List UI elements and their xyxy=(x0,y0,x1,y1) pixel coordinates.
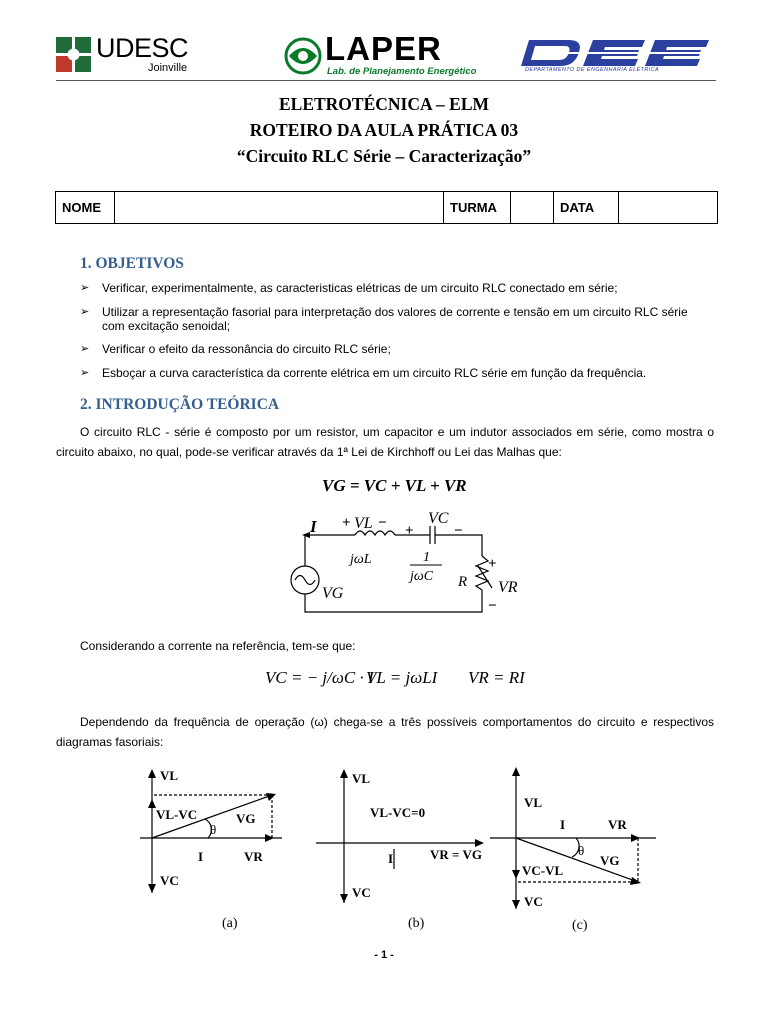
objetivo-item: ➢ Verificar o efeito da ressonância do circuito RLC série; xyxy=(80,342,391,356)
introducao-heading: 2. INTRODUÇÃO TEÓRICA xyxy=(80,396,280,413)
udesc-name: UDESC xyxy=(96,33,189,63)
diagram-a-vlvc: VL-VC xyxy=(156,807,198,822)
phasor-diagram-c xyxy=(490,763,660,935)
circuit-vc-label: VC xyxy=(428,510,449,527)
udesc-campus: Joinville xyxy=(148,62,188,74)
circuit-vl-minus: − xyxy=(378,515,387,531)
circuit-vl-label: VL xyxy=(354,515,373,532)
vl-formula: VL = jωLI xyxy=(366,668,438,687)
vr-formula: VR = RI xyxy=(468,668,525,687)
circuit-current-label: I xyxy=(310,517,317,536)
diagram-c-vr: VR xyxy=(608,817,627,832)
objetivo-item: ➢ Esboçar a curva característica da corrente elétrica em um circuito RLC série em função da frequência. xyxy=(80,366,647,380)
lab-subtitle: “Circuito RLC Série – Caracterização” xyxy=(236,146,532,166)
diagram-c-i: I xyxy=(560,817,566,832)
diagram-c-caption: (c) xyxy=(572,918,588,933)
laper-subtitle: Lab. de Planejamento Energético xyxy=(327,66,477,77)
considerando-paragraph: Considerando a corrente na referência, tem-se que: xyxy=(80,639,356,653)
circuit-vc-minus: − xyxy=(454,523,463,539)
diagram-c-vc: VC xyxy=(524,894,543,909)
arrow-bullet-icon: ➢ xyxy=(80,367,90,379)
lab-title: ROTEIRO DA AULA PRÁTICA 03 xyxy=(249,120,519,140)
intro-paragraph: O circuito RLC - série é composto por um resistor, um capacitor e um indutor associados em série, como mostra o circuito abaixo, no qual, pode-se verificar através da 1ª Lei de Kirchhoff ou Lei das Malhas que: xyxy=(56,425,714,459)
nome-label: NOME xyxy=(56,192,115,224)
capacitor-numerator: 1 xyxy=(423,550,430,565)
vc-formula: VC = − j/ωC · I xyxy=(265,668,374,687)
diagram-c-theta: θ xyxy=(578,843,585,858)
diagram-b-vlvc: VL-VC=0 xyxy=(370,805,426,820)
course-title: ELETROTÉCNICA – ELM xyxy=(278,94,490,114)
diagram-a-vc: VC xyxy=(160,873,179,888)
header-divider xyxy=(56,80,716,81)
udesc-logo xyxy=(56,33,201,76)
dee-subtitle: DEPARTAMENTO DE ENGENHARIA ELÉTRICA xyxy=(525,67,660,73)
diagram-a-i: I xyxy=(198,849,204,864)
phasor-diagram-b xyxy=(316,763,486,933)
circuit-vg-label: VG xyxy=(322,585,344,602)
circuit-vr-minus: − xyxy=(488,598,497,614)
diagram-b-caption: (b) xyxy=(408,916,425,931)
turma-field[interactable] xyxy=(511,192,554,224)
circuit-vl-plus: + xyxy=(342,515,351,531)
arrow-bullet-icon: ➢ xyxy=(80,282,90,294)
diagram-b-vr: VR = VG xyxy=(430,847,482,862)
nome-field[interactable] xyxy=(115,192,444,224)
capacitor-denominator: jωC xyxy=(410,569,434,584)
objetivo-item: ➢ Verificar, experimentalmente, as caracteristicas elétricas de um circuito RLC conectado em série; xyxy=(80,281,618,295)
diagram-b-vc: VC xyxy=(352,885,371,900)
diagram-a-vg: VG xyxy=(236,811,256,826)
rlc-circuit-diagram xyxy=(280,506,520,626)
diagram-a-theta: θ xyxy=(210,822,217,837)
circuit-vc-plus: + xyxy=(405,523,414,539)
circuit-vr-plus: + xyxy=(488,556,497,572)
diagram-a-vr: VR xyxy=(244,849,263,864)
udesc-emblem-icon xyxy=(56,37,92,73)
capacitor-icon xyxy=(430,526,435,544)
dependendo-paragraph: Dependendo da frequência de operação (ω) chega-se a três possíveis comportamentos do circuito e respectivos diagramas fasoriais: xyxy=(56,715,714,749)
student-info-table xyxy=(55,191,718,224)
diagram-c-vg: VG xyxy=(600,853,620,868)
resistor-label: R xyxy=(458,574,468,590)
laper-logo xyxy=(283,30,477,80)
arrow-bullet-icon: ➢ xyxy=(80,343,90,355)
objetivo-item: ➢ Utilizar a representação fasorial para interpretação dos valores de corrente e tensão em um circuito RLC série com excitação senoidal; xyxy=(80,305,688,333)
diagram-b-i: I xyxy=(388,851,394,866)
dee-wordmark-icon xyxy=(521,38,711,70)
arrow-bullet-icon: ➢ xyxy=(80,306,90,318)
kvl-formula: VG = VC + VL + VR xyxy=(322,476,467,495)
data-field[interactable] xyxy=(619,192,718,224)
circuit-vr-label: VR xyxy=(498,579,518,596)
page-number: - 1 - xyxy=(374,949,394,961)
laper-globe-icon xyxy=(283,36,323,76)
laper-name: LAPER xyxy=(325,30,442,67)
diagram-c-vl: VL xyxy=(524,795,543,810)
data-label: DATA xyxy=(554,192,619,224)
inductor-impedance: jωL xyxy=(350,552,372,567)
phasor-diagram-a xyxy=(140,763,290,933)
diagram-a-vl: VL xyxy=(160,768,179,783)
diagram-c-vcvl: VC-VL xyxy=(522,863,564,878)
diagram-a-caption: (a) xyxy=(222,916,238,931)
objetivos-heading: 1. OBJETIVOS xyxy=(80,255,184,272)
diagram-b-vl: VL xyxy=(352,771,371,786)
turma-label: TURMA xyxy=(444,192,511,224)
dee-logo xyxy=(521,38,711,76)
